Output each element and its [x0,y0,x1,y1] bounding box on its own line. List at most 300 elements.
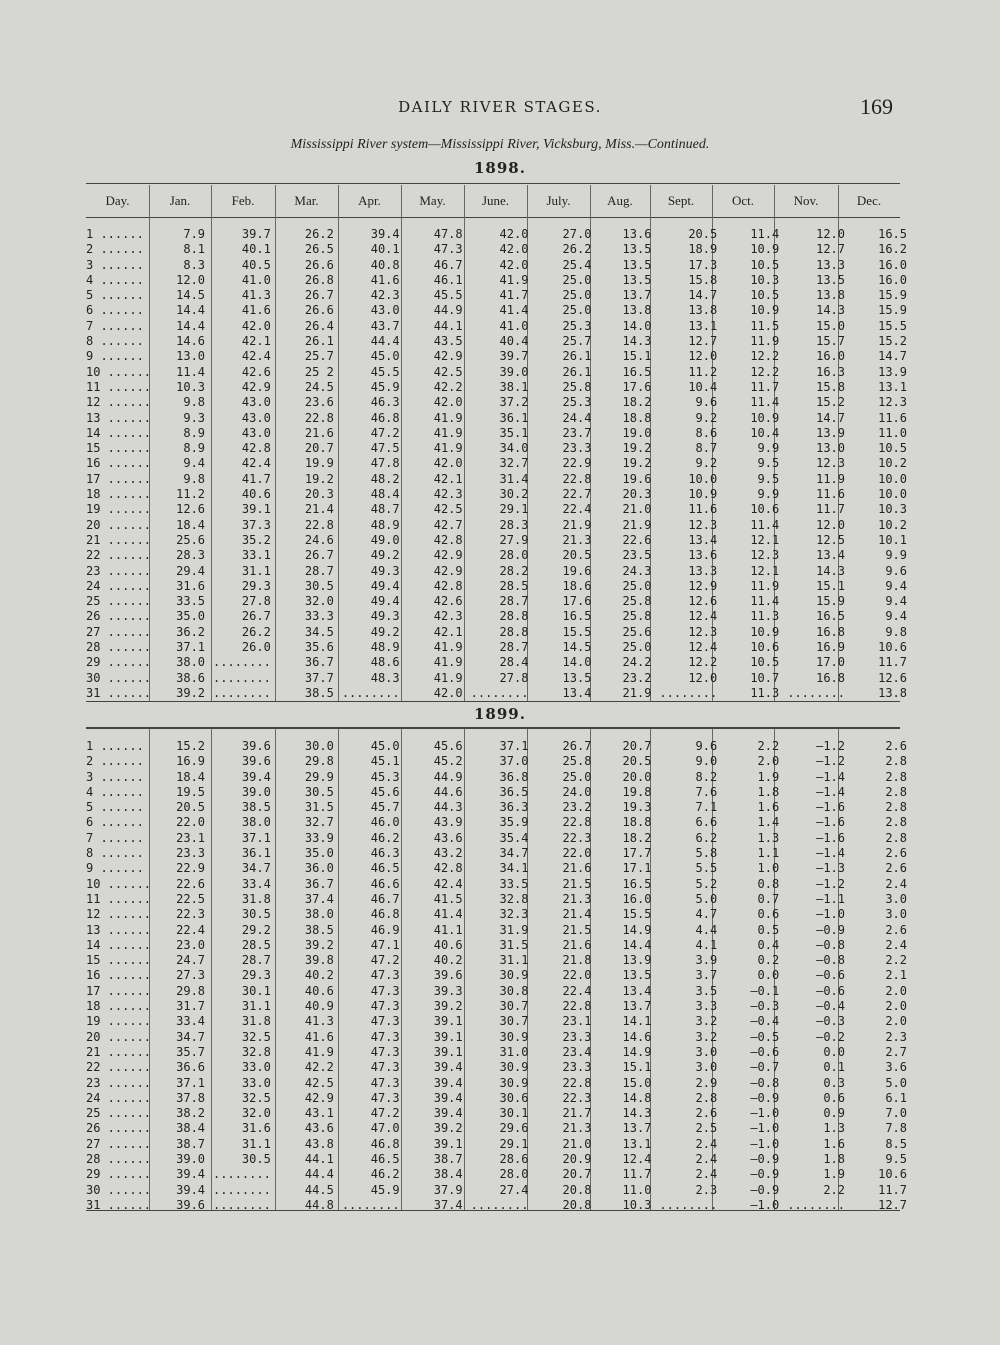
stage-cell: 23.1 [562,1014,592,1029]
stage-cell: 10.0 [688,471,718,486]
stage-cell: 22.4 [562,502,592,517]
stage-cell: 9.4 [885,609,908,624]
stage-cell: 11.4 [750,227,780,241]
stage-cell: 14.3 [622,334,652,349]
stage-cell: 40.6 [433,937,463,952]
stage-cell: 2.8 [885,800,908,815]
stage-cell: —0.9 [816,922,846,937]
stage-cell: 29.8 [304,754,334,769]
stage-cell: —0.9 [750,1090,780,1105]
stage-cell: 36.5 [499,784,529,799]
stage-cell: 35.2 [241,532,271,547]
stage-cell: 42.6 [241,364,271,379]
stage-cell: 30.5 [304,784,334,799]
table-row [86,877,915,892]
stage-cell: 12.1 [750,563,780,578]
stage-cell: 2.7 [885,1044,908,1059]
stage-cell: 24.6 [304,532,334,547]
stage-cell: 39.4 [433,1075,463,1090]
stage-cell: 13.1 [688,318,718,333]
stage-cell: 33.0 [241,1075,271,1090]
stage-cell: 45.5 [370,364,400,379]
stage-cell: —1.0 [750,1121,780,1136]
stage-cell: 9.2 [695,456,718,471]
table-row [86,303,915,318]
stage-cell: 22.4 [176,922,206,937]
stage-cell: 47.5 [370,441,400,456]
stage-cell: 13.5 [816,272,846,287]
stage-cell: 3.2 [695,1014,718,1029]
stage-cell: 34.7 [176,1029,206,1044]
table-row [86,441,915,456]
day-cell: 6 ...... [86,815,144,830]
day-cell: 4 ...... [86,272,144,287]
stage-cell: 24.2 [622,655,652,670]
stage-cell: —0.6 [816,983,846,998]
stage-cell: 27.8 [499,670,529,685]
stage-cell: 0.6 [823,1090,846,1105]
stage-cell: 16.8 [816,670,846,685]
stage-cell: 2.8 [885,784,908,799]
table-row [86,907,915,922]
stage-cell: 19.2 [622,441,652,456]
stage-cell: 26.7 [241,609,271,624]
stage-cell: 12.3 [816,456,846,471]
stage-cell: 27.9 [499,532,529,547]
stage-cell: 19.6 [562,563,592,578]
stage-cell: 42.2 [433,379,463,394]
column-divider [211,185,212,217]
stage-cell: 49.0 [370,532,400,547]
stage-cell: 20.9 [562,1152,592,1167]
stage-cell: 40.9 [304,999,334,1014]
stage-cell: —1.6 [816,830,846,845]
column-divider [774,185,775,217]
stage-cell: 39.1 [433,1044,463,1059]
stage-cell: 13.4 [816,548,846,563]
table-row [86,395,915,410]
table-row [86,502,915,517]
stage-cell: 12.4 [688,609,718,624]
stage-cell: 3.3 [695,999,718,1014]
stage-cell: 40.2 [304,968,334,983]
stage-cell: 13.8 [622,303,652,318]
stage-cell: 18.2 [622,830,652,845]
stage-cell: 26.6 [304,303,334,318]
day-cell: 19 ...... [86,1014,152,1029]
stage-cell: 49.2 [370,624,400,639]
stage-cell: 13.7 [622,1121,652,1136]
stage-cell: 29.4 [176,563,206,578]
stage-cell: 7.1 [695,800,718,815]
stage-cell: 39.6 [241,739,271,753]
stage-cell: 35.9 [499,815,529,830]
stage-cell: 20.5 [688,227,718,241]
stage-cell: 13.5 [562,670,592,685]
table-row [86,671,915,686]
stage-cell: 36.2 [176,624,206,639]
stage-cell: 33.0 [241,1060,271,1075]
stage-cell: 10.4 [750,425,780,440]
stage-cell: 16.0 [816,349,846,364]
stage-cell: 5.5 [695,861,718,876]
stage-cell: 41.5 [433,891,463,906]
stage-cell: 8.5 [885,1136,908,1151]
day-cell: 22 ...... [86,1060,152,1075]
stage-cell: 10.5 [750,655,780,670]
stage-cell: 11.4 [750,517,780,532]
stage-cell: ........ [213,1182,271,1197]
stage-cell: 13.9 [622,953,652,968]
day-cell: 7 ...... [86,830,144,845]
stage-cell: 48.9 [370,640,400,655]
stage-cell: 30.6 [499,1090,529,1105]
stage-cell: 2.1 [885,968,908,983]
stage-cell: ........ [213,1197,271,1212]
stage-cell: 39.1 [433,1136,463,1151]
stage-cell: 22.3 [562,1090,592,1105]
stage-cell: 33.3 [304,609,334,624]
day-cell: 9 ...... [86,349,144,364]
day-cell: 16 ...... [86,968,152,983]
stage-cell: 29.6 [499,1121,529,1136]
table-row [86,227,915,242]
stage-cell: 47.3 [370,999,400,1014]
stage-cell: 41.6 [241,303,271,318]
table-row [86,815,915,830]
stage-cell: ........ [470,1197,529,1212]
stage-cell: 41.0 [499,318,529,333]
stage-cell: 38.0 [304,907,334,922]
stage-cell: 39.4 [433,1106,463,1121]
stage-cell: 44.8 [304,1197,334,1212]
stage-cell: 2.3 [885,1029,908,1044]
stage-cell: 15.5 [562,624,592,639]
stage-cell: 12.3 [750,548,780,563]
stage-cell: 19.5 [176,784,206,799]
stage-cell: 12.7 [878,1197,908,1212]
stage-cell: 42.5 [304,1075,334,1090]
day-cell: 15 ...... [86,441,152,456]
stage-cell: ........ [787,685,846,700]
stage-cell: 37.1 [176,640,206,655]
stage-cell: 2.4 [885,937,908,952]
stage-cell: 42.9 [241,379,271,394]
stage-cell: 13.9 [816,425,846,440]
stage-cell: 29.9 [304,769,334,784]
stage-cell: 40.1 [241,242,271,257]
stage-cell: 2.0 [885,1014,908,1029]
stage-cell: 49.4 [370,578,400,593]
stage-cell: 36.7 [304,655,334,670]
stage-cell: 37.4 [433,1197,463,1212]
stage-cell: 2.8 [695,1090,718,1105]
stage-cell: 45.6 [370,784,400,799]
stage-cell: 2.6 [885,739,908,753]
stage-cell: 40.6 [304,983,334,998]
stage-cell: 2.3 [695,1182,718,1197]
stage-cell: 38.5 [304,685,334,700]
day-cell: 31 ...... [86,685,152,700]
stage-cell: 42.5 [433,364,463,379]
stage-cell: 12.1 [750,532,780,547]
column-divider [338,185,339,217]
stage-cell: —1.4 [816,769,846,784]
day-cell: 14 ...... [86,937,152,952]
stage-cell: —1.2 [816,739,846,753]
stage-cell: 10.6 [750,640,780,655]
stage-cell: 36.6 [176,1060,206,1075]
table-row [86,334,915,349]
stage-cell: 36.0 [304,861,334,876]
stage-cell: 23.3 [562,1060,592,1075]
column-divider [149,185,150,217]
table-row [86,1106,915,1121]
stage-cell: 42.0 [433,685,463,700]
table-row [86,861,915,876]
stage-cell: 9.4 [885,578,908,593]
stage-cell: 30.9 [499,968,529,983]
stage-cell: 46.7 [370,891,400,906]
stage-cell: 23.4 [562,1044,592,1059]
stage-cell: 21.9 [622,685,652,700]
stage-cell: 13.1 [878,379,908,394]
stage-cell: 26.1 [562,349,592,364]
stage-cell: 42.9 [433,548,463,563]
stage-cell: 1.6 [823,1136,846,1151]
stage-cell: —0.3 [750,999,780,1014]
stage-cell: 10.7 [750,670,780,685]
stage-cell: 18.8 [622,410,652,425]
table-row [86,640,915,655]
stage-cell: 41.9 [433,410,463,425]
stage-cell: 13.5 [622,257,652,272]
stage-cell: 3.9 [695,953,718,968]
stage-cell: 47.8 [433,227,463,241]
stage-cell: 23.3 [562,1029,592,1044]
stage-cell: 0.1 [823,1060,846,1075]
stage-cell: 16.5 [622,364,652,379]
stage-cell: 37.4 [304,891,334,906]
stage-cell: 38.7 [176,1136,206,1151]
stage-cell: 21.5 [562,876,592,891]
running-header-title: DAILY RIVER STAGES. [398,98,602,116]
stage-cell: 20.5 [176,800,206,815]
stage-cell: 25.4 [562,257,592,272]
table-row [86,594,915,609]
stage-cell: 45.6 [433,739,463,753]
stage-cell: ........ [213,685,271,700]
stage-cell: 45.3 [370,769,400,784]
stage-cell: 43.6 [304,1121,334,1136]
stage-cell: 0.0 [823,1044,846,1059]
day-cell: 7 ...... [86,318,144,333]
stage-cell: 39.2 [176,685,206,700]
stage-cell: 36.1 [241,846,271,861]
stage-cell: 3.0 [885,907,908,922]
stage-cell: 31.1 [241,999,271,1014]
stage-cell: 1.9 [823,1167,846,1182]
day-cell: 29 ...... [86,655,152,670]
stage-cell: 12.9 [688,578,718,593]
table-row [86,1091,915,1106]
stage-cell: 25.3 [562,395,592,410]
table-row [86,273,915,288]
stage-cell: 24.7 [176,953,206,968]
stage-cell: 41.9 [433,425,463,440]
stage-cell: 23.7 [562,425,592,440]
stage-cell: 30.9 [499,1060,529,1075]
stage-cell: 10.9 [750,410,780,425]
table-row [86,518,915,533]
table-row [86,548,915,563]
stage-cell: 39.2 [433,999,463,1014]
day-cell: 18 ...... [86,999,152,1014]
stage-cell: 46.2 [370,1167,400,1182]
stage-cell: 43.0 [370,303,400,318]
stage-cell: 19.6 [622,471,652,486]
stage-cell: 12.4 [622,1152,652,1167]
table-row [86,846,915,861]
table-row [86,1045,915,1060]
stage-cell: 39.4 [370,227,400,241]
stage-cell: 5.8 [695,846,718,861]
stage-cell: 39.6 [241,754,271,769]
stage-cell: 47.2 [370,425,400,440]
stage-cell: 28.5 [499,578,529,593]
stage-cell: 18.8 [622,815,652,830]
day-cell: 4 ...... [86,784,144,799]
day-cell: 30 ...... [86,670,152,685]
day-cell: 1 ...... [86,227,144,241]
stage-cell: 32.5 [241,1090,271,1105]
stage-cell: 37.9 [433,1182,463,1197]
day-cell: 15 ...... [86,953,152,968]
stage-cell: 24.4 [562,410,592,425]
stage-cell: —0.8 [750,1075,780,1090]
table-row [86,319,915,334]
stage-cell: 29.1 [499,502,529,517]
stage-cell: 16.5 [562,609,592,624]
stage-cell: 42.6 [433,594,463,609]
stage-cell: 3.2 [695,1029,718,1044]
stage-cell: 16.0 [878,272,908,287]
stage-cell: 37.2 [499,395,529,410]
stage-cell: 48.3 [370,670,400,685]
stage-cell: 10.9 [750,624,780,639]
stage-cell: 39.6 [433,968,463,983]
table-row [86,754,915,769]
stage-cell: 11.4 [750,594,780,609]
stage-cell: 46.0 [370,815,400,830]
stage-cell: —1.0 [816,907,846,922]
stage-cell: 12.6 [688,594,718,609]
stage-cell: 30.5 [241,1152,271,1167]
stage-cell: 20.7 [562,1167,592,1182]
stage-cell: 27.0 [562,227,592,241]
stage-cell: 42.0 [433,395,463,410]
stage-cell: 43.9 [433,815,463,830]
stage-cell: 47.2 [370,1106,400,1121]
stage-cell: 41.9 [433,441,463,456]
stage-cell: 21.8 [562,953,592,968]
stage-cell: 22.0 [562,968,592,983]
stage-cell: 20.7 [304,441,334,456]
stage-cell: —1.1 [816,891,846,906]
stage-cell: 45.9 [370,1182,400,1197]
stage-cell: 9.8 [183,395,206,410]
day-cell: 19 ...... [86,502,152,517]
stage-cell: 25.6 [622,624,652,639]
stage-cell: 1.4 [757,815,780,830]
stage-cell: 32.7 [499,456,529,471]
stage-cell: 42.1 [241,334,271,349]
stage-cell: 17.1 [622,861,652,876]
stage-table-1898 [86,227,915,701]
stage-cell: 21.0 [622,502,652,517]
table-row [86,456,915,471]
day-cell: 23 ...... [86,563,152,578]
stage-cell: 26.5 [304,242,334,257]
section-1899-top-rule [86,727,900,729]
stage-cell: 16.2 [878,242,908,257]
stage-cell: 39.7 [499,349,529,364]
stage-cell: ........ [341,1197,400,1212]
stage-cell: 33.4 [241,876,271,891]
stage-cell: 42.0 [499,227,529,241]
stage-cell: 30.0 [304,739,334,753]
stage-cell: 11.7 [878,655,908,670]
stage-cell: 28.7 [499,594,529,609]
stage-cell: —0.6 [816,968,846,983]
stage-cell: 9.6 [885,563,908,578]
stage-cell: 37.8 [176,1090,206,1105]
table-row [86,1167,915,1182]
stage-cell: 16.5 [816,609,846,624]
stage-cell: 9.3 [183,410,206,425]
stage-cell: 10.3 [176,379,206,394]
stage-cell: 15.9 [878,288,908,303]
stage-cell: 42.9 [433,349,463,364]
year-heading-1899: 1899. [474,705,526,723]
stage-cell: —0.2 [816,1029,846,1044]
stage-cell: 38.1 [499,379,529,394]
day-cell: 11 ...... [86,379,152,394]
stage-cell: 27.4 [499,1182,529,1197]
stage-cell: 21.6 [562,937,592,952]
stage-cell: 15.8 [688,272,718,287]
stage-cell: 1.8 [823,1152,846,1167]
day-cell: 20 ...... [86,517,152,532]
stage-cell: 2.8 [885,769,908,784]
table-row [86,1198,915,1213]
stage-cell: 13.8 [688,303,718,318]
stage-cell: 34.1 [499,861,529,876]
stage-cell: 41.9 [499,272,529,287]
stage-cell: 1.0 [757,861,780,876]
table-row [86,487,915,502]
day-cell: 16 ...... [86,456,152,471]
day-cell: 25 ...... [86,594,152,609]
column-divider [527,185,528,217]
stage-cell: —1.0 [750,1106,780,1121]
stage-cell: 35.0 [176,609,206,624]
stage-cell: 14.9 [622,922,652,937]
stage-cell: 14.8 [622,1090,652,1105]
stage-cell: 14.3 [622,1106,652,1121]
stage-cell: 25.6 [176,532,206,547]
stage-cell: 22.4 [562,983,592,998]
